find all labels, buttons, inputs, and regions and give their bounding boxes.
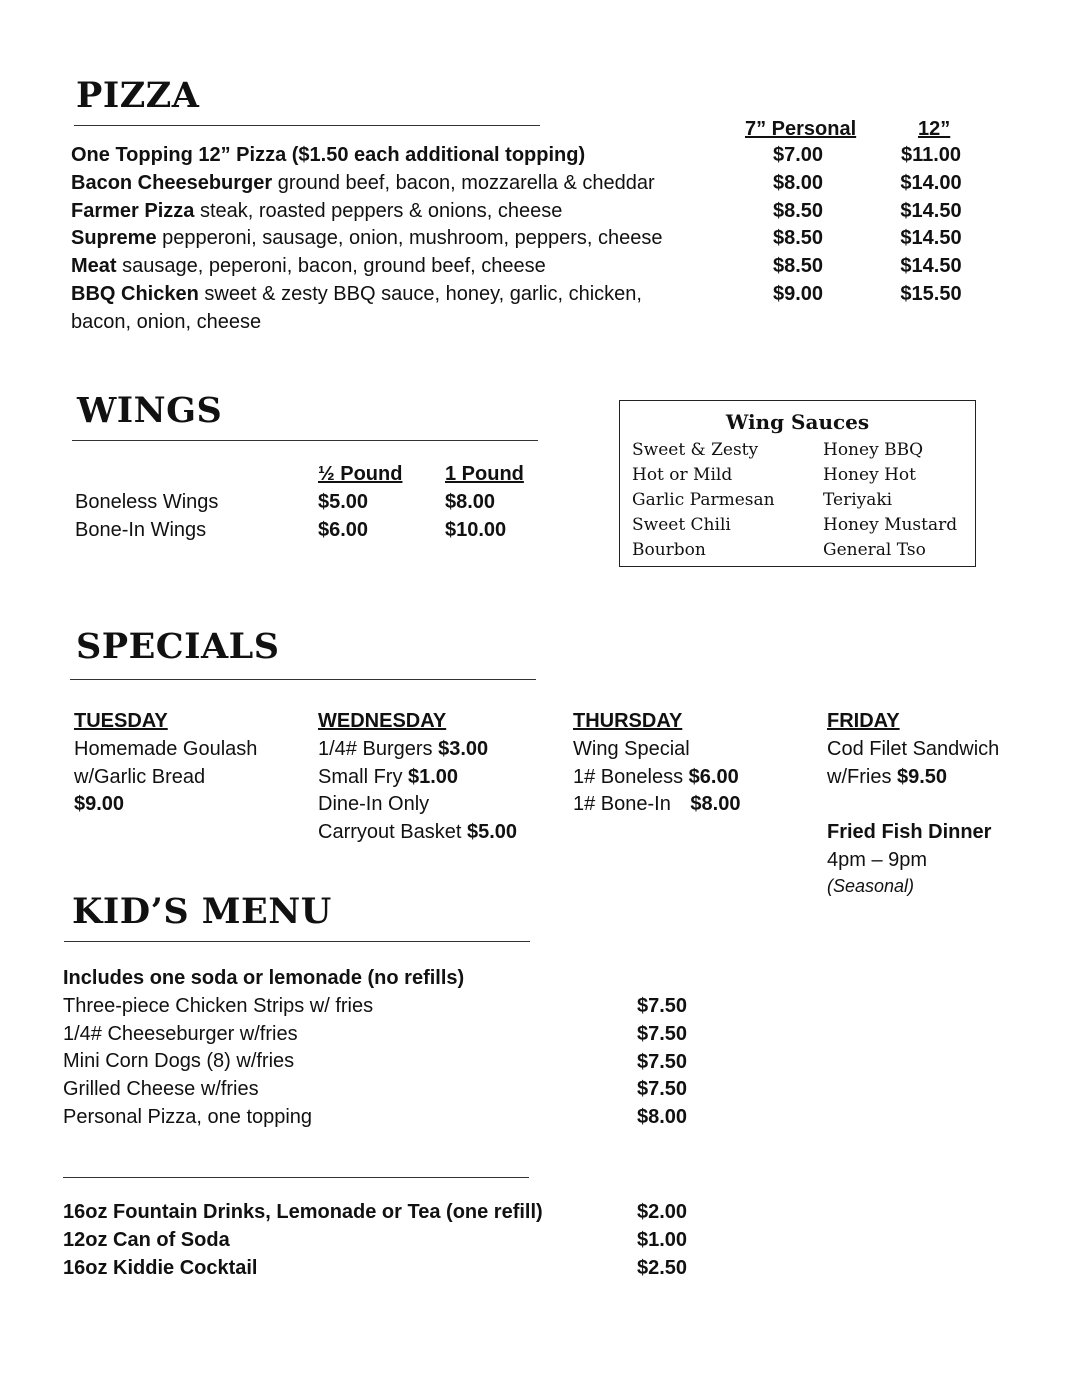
price: $2.00 <box>637 1201 688 1223</box>
wing-sauces-box <box>619 400 976 567</box>
wings-prices-one <box>445 489 506 545</box>
kids-item: Grilled Cheese w/fries <box>63 1078 259 1101</box>
special-price: $8.00 <box>690 793 741 816</box>
pizza-item <box>71 281 662 309</box>
kids-list <box>63 965 464 1132</box>
pizza-item-name: BBQ Chicken <box>71 282 199 305</box>
price: $14.50 <box>900 227 962 250</box>
price: $7.50 <box>637 1050 688 1073</box>
kids-item: 1/4# Cheeseburger w/fries <box>63 1022 298 1045</box>
wings-prices-half <box>318 489 368 545</box>
price: $14.50 <box>900 199 962 222</box>
special-price: $5.00 <box>466 821 518 844</box>
special-friday <box>827 708 999 897</box>
price: $7.50 <box>637 1022 688 1045</box>
pizza-item <box>71 142 662 170</box>
special-spacer <box>827 791 999 819</box>
pizza-item-name: One Topping 12” Pizza ($1.50 each additional topping) <box>71 144 586 166</box>
pizza-list <box>71 142 662 337</box>
price: $14.50 <box>900 255 962 278</box>
special-price: $1.00 <box>408 765 459 788</box>
sauce-item: Honey Mustard <box>823 515 958 535</box>
special-line: Dine-In Only <box>318 793 430 816</box>
pizza-item <box>71 198 662 226</box>
sauces-right-column <box>823 438 957 563</box>
wings-list <box>75 489 218 545</box>
specials-heading: SPECIALS <box>76 626 280 667</box>
special-day: TUESDAY <box>74 710 168 732</box>
special-price: $9.00 <box>74 793 125 816</box>
pizza-item-name: Supreme <box>71 227 157 250</box>
special-line <box>827 764 999 792</box>
pizza-item-name: Bacon Cheeseburger <box>71 171 273 194</box>
kids-item: Mini Corn Dogs (8) w/fries <box>63 1050 295 1073</box>
wings-heading: WINGS <box>77 390 223 431</box>
pizza-item-desc: sausage, peperoni, bacon, ground beef, cheese <box>116 255 546 278</box>
pizza-prices-12 <box>888 142 974 309</box>
drinks-divider <box>63 1177 529 1178</box>
special-line: Homemade Goulash <box>74 737 258 760</box>
pizza-item-desc: sweet & zesty BBQ sauce, honey, garlic, chicken, <box>198 282 642 305</box>
special-item: 1/4# Burgers <box>318 737 439 760</box>
pizza-item-desc: ground beef, bacon, mozzarella & cheddar <box>272 171 655 194</box>
special-line: Cod Filet Sandwich <box>827 737 1000 760</box>
pizza-col-12: 12” <box>918 118 951 140</box>
wings-item: Boneless Wings <box>75 491 219 513</box>
special-line: w/Garlic Bread <box>74 765 206 788</box>
drinks-list <box>63 1199 543 1282</box>
wings-item: Bone-In Wings <box>75 518 207 541</box>
pizza-item-desc: steak, roasted peppers & onions, cheese <box>194 199 563 222</box>
special-item: Carryout Basket <box>318 821 467 844</box>
specials-divider <box>70 679 536 680</box>
kids-prices <box>637 993 687 1132</box>
wings-divider <box>72 440 538 441</box>
drink-item: 12oz Can of Soda <box>63 1228 230 1251</box>
kids-item: Personal Pizza, one topping <box>63 1105 313 1128</box>
pizza-item-desc: pepperoni, sausage, onion, mushroom, peppers, cheese <box>156 227 663 250</box>
special-line: 4pm – 9pm <box>827 848 928 871</box>
pizza-item <box>71 170 662 198</box>
sauce-item: Honey Hot <box>823 465 916 485</box>
kids-note: Includes one soda or lemonade (no refills) <box>63 967 465 989</box>
drink-item: 16oz Fountain Drinks, Lemonade or Tea (one refill) <box>63 1201 543 1223</box>
pizza-prices-personal <box>758 142 838 309</box>
sauce-item: Sweet Chili <box>632 515 731 535</box>
wings-col-half: ½ Pound <box>318 463 403 485</box>
special-item: Small Fry <box>318 765 408 788</box>
special-wednesday <box>318 708 517 847</box>
special-line: Fried Fish Dinner <box>827 821 992 844</box>
special-price: $3.00 <box>438 737 489 760</box>
special-price: $9.50 <box>897 765 948 788</box>
special-line: Wing Special <box>573 737 690 760</box>
price: $15.50 <box>900 282 962 305</box>
price: $7.50 <box>637 995 688 1017</box>
price: $8.50 <box>772 199 824 222</box>
price: $7.00 <box>772 144 824 166</box>
special-line <box>318 764 517 792</box>
sauces-left-column <box>632 438 775 563</box>
kids-heading: KID’S MENU <box>72 891 332 932</box>
pizza-item-name: Farmer Pizza <box>71 199 195 222</box>
pizza-col-personal: 7” Personal <box>745 118 857 140</box>
price: $7.50 <box>637 1078 688 1101</box>
special-line <box>573 764 740 792</box>
price: $2.50 <box>637 1256 688 1279</box>
drink-item: 16oz Kiddie Cocktail <box>63 1256 258 1279</box>
special-day: THURSDAY <box>573 710 683 732</box>
kids-divider <box>64 941 530 942</box>
drinks-prices <box>637 1199 687 1282</box>
pizza-item-name: Meat <box>71 255 117 278</box>
sauce-item: Garlic Parmesan <box>632 490 775 510</box>
price: $9.00 <box>772 282 824 305</box>
sauce-item: Bourbon <box>632 540 706 560</box>
sauce-item: General Tso <box>823 540 926 560</box>
price: $14.00 <box>900 171 962 194</box>
sauce-item: Hot or Mild <box>632 465 733 485</box>
sauce-item: Honey BBQ <box>823 440 923 460</box>
special-note: (Seasonal) <box>827 875 915 896</box>
sauce-item: Sweet & Zesty <box>632 440 759 460</box>
pizza-divider <box>74 125 540 126</box>
special-line <box>573 791 740 819</box>
special-line <box>318 819 517 847</box>
price: $8.50 <box>772 255 824 278</box>
price: $8.00 <box>772 171 824 194</box>
price: $10.00 <box>445 518 507 541</box>
price: $1.00 <box>637 1228 688 1251</box>
special-price: $6.00 <box>688 765 739 788</box>
price: $6.00 <box>318 518 369 541</box>
special-day: WEDNESDAY <box>318 710 447 732</box>
price: $8.50 <box>772 227 824 250</box>
special-item: 1# Boneless <box>573 765 689 788</box>
sauce-item: Teriyaki <box>823 490 893 510</box>
price: $8.00 <box>445 491 496 513</box>
price: $5.00 <box>318 491 369 513</box>
special-item: 1# Bone-In <box>573 793 677 816</box>
price: $11.00 <box>900 144 962 166</box>
pizza-item <box>71 225 662 253</box>
pizza-item-continued: bacon, onion, cheese <box>71 310 262 333</box>
pizza-item <box>71 253 662 281</box>
special-day: FRIDAY <box>827 710 900 732</box>
special-tuesday <box>74 708 257 819</box>
wing-sauces-title: Wing Sauces <box>725 410 870 434</box>
special-thursday <box>573 708 740 819</box>
wings-col-one: 1 Pound <box>445 463 524 485</box>
special-line <box>318 736 517 764</box>
price: $8.00 <box>637 1106 688 1129</box>
pizza-heading: PIZZA <box>76 75 200 116</box>
special-item: w/Fries <box>827 765 897 788</box>
kids-item: Three-piece Chicken Strips w/ fries <box>63 994 374 1017</box>
